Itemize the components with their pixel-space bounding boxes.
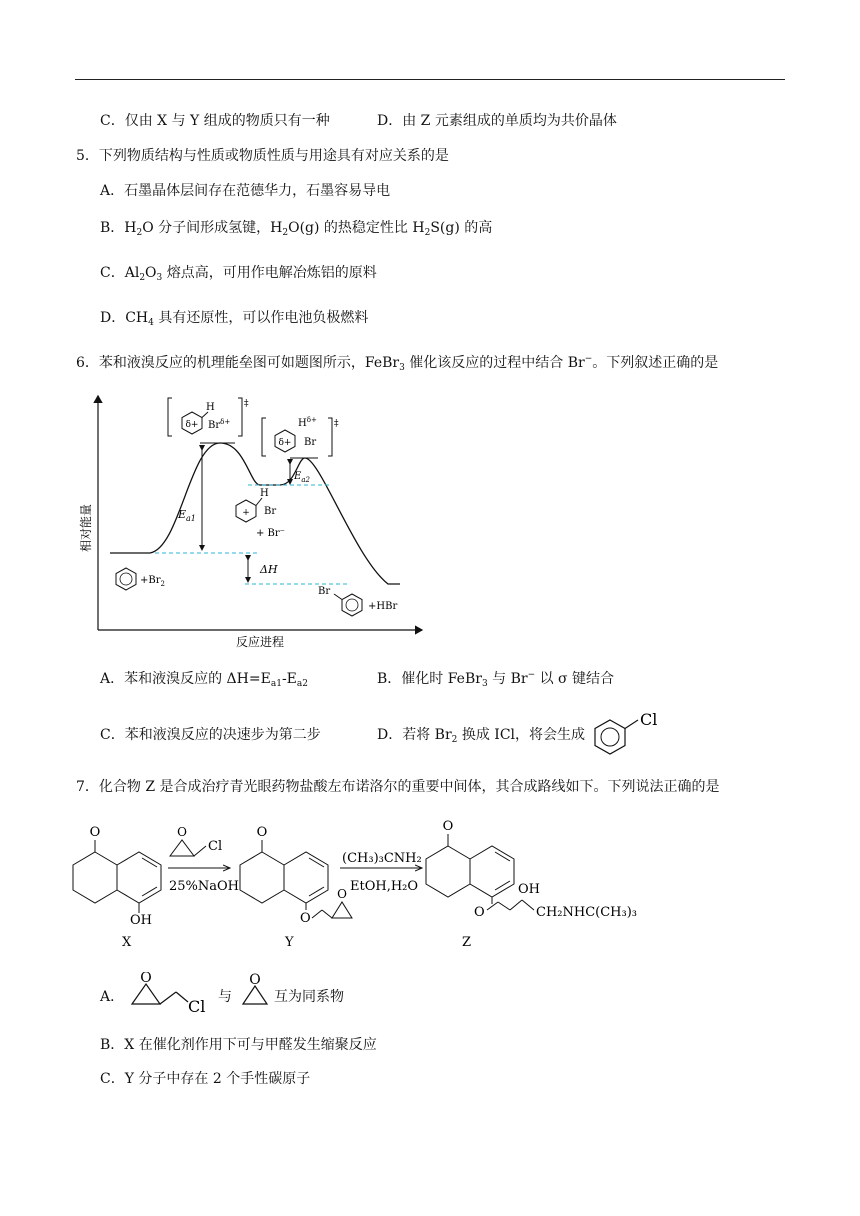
svg-text:OH: OH xyxy=(130,913,152,928)
svg-text:Y: Y xyxy=(285,935,294,950)
chlorobenzene-structure xyxy=(590,708,670,756)
dh-label: ΔH xyxy=(260,563,278,576)
synthesis-route xyxy=(70,810,670,955)
svg-text:H: H xyxy=(206,402,215,413)
q7-option-a-label: A． xyxy=(100,989,125,1005)
compound-y xyxy=(240,825,352,950)
svg-text:(CH₃)₃CNH₂: (CH₃)₃CNH₂ xyxy=(342,851,422,866)
q4-option-d: D．由 Z 元素组成的单质均为共价晶体 xyxy=(377,113,617,129)
svg-text:OH: OH xyxy=(518,882,540,897)
ts1-structure xyxy=(168,398,249,436)
svg-text:Cl: Cl xyxy=(188,997,206,1014)
q7-option-b: B．X 在催化剂作用下可与甲醛发生缩聚反应 xyxy=(100,1037,377,1053)
q6-option-b: B．催化时 FeBr$_3$ 与 Br− 以 σ 键结合 xyxy=(377,670,615,689)
ea2-label: $E_{a2}$ xyxy=(294,471,310,484)
q5-option-d: D．$CH_4$ 具有还原性，可以作电池负极燃料 xyxy=(100,310,369,328)
svg-text:+: + xyxy=(242,508,250,518)
reagent-1 xyxy=(168,825,239,894)
q5-option-b: B．$H_2O$ 分子间形成氢键，$H_2O(g)$ 的热稳定性比 $H_2S(g)$ 的高 xyxy=(100,220,493,238)
svg-text:O: O xyxy=(337,887,347,901)
compound-x xyxy=(73,825,161,950)
compound-z xyxy=(426,819,637,950)
svg-text:‡: ‡ xyxy=(334,419,339,429)
ethylene-oxide-structure xyxy=(240,972,270,1010)
svg-text:‡: ‡ xyxy=(244,399,249,409)
q5-option-c: C．$Al_2O_3$ 熔点高，可用作电解冶炼铝的原料 xyxy=(100,265,377,283)
q5-stem: 5．下列物质结构与性质或物质性质与用途具有对应关系的是 xyxy=(76,148,449,164)
reagent-2 xyxy=(340,851,422,894)
svg-text:EtOH,H₂O: EtOH,H₂O xyxy=(350,879,419,894)
svg-text:+ Br⁻: + Br⁻ xyxy=(256,528,285,539)
q7-option-c: C．Y 分子中存在 2 个手性碳原子 xyxy=(100,1071,311,1087)
svg-text:Cl: Cl xyxy=(208,839,223,854)
q6-option-a: A．苯和液溴反应的 $\Delta H=E_{a1}-E_{a2}$ xyxy=(100,671,308,689)
intermediate-structure xyxy=(236,488,285,539)
svg-text:Brδ+: $Br^{\delta+}$ xyxy=(208,418,231,431)
q4-option-c: C．仅由 X 与 Y 组成的物质只有一种 xyxy=(100,113,330,129)
q5-option-a: A．石墨晶体层间存在范德华力，石墨容易导电 xyxy=(100,183,391,199)
header-rule xyxy=(75,79,785,80)
svg-text:O: O xyxy=(300,911,311,926)
q7-option-a-end: 互为同系物 xyxy=(274,989,344,1005)
svg-text:O: O xyxy=(249,972,261,988)
svg-text:Hδ+: $H^{\delta+}$ xyxy=(298,416,317,429)
svg-text:25%NaOH: 25%NaOH xyxy=(169,879,240,894)
reactant-structure xyxy=(116,568,165,590)
svg-text:Br: Br xyxy=(318,586,331,597)
svg-text:Cl: Cl xyxy=(640,710,658,729)
q6-stem: 6．苯和液溴反应的机理能垒图可如题图所示，FeBr$_3$ 催化该反应的过程中结合 Br−。下列叙述正确的是 xyxy=(76,354,719,373)
y-axis-label: 相对能量 xyxy=(79,503,93,553)
epichlorohydrin-structure xyxy=(128,972,210,1014)
q7-stem: 7．化合物 Z 是合成治疗青光眼药物盐酸左布诺洛尔的重要中间体，其合成路线如下。下列说法正确的是 xyxy=(76,779,720,795)
svg-text:X: X xyxy=(122,935,132,950)
svg-text:O: O xyxy=(256,825,268,840)
q6-option-d: D．若将 $Br_2$ 换成 ICl，将会生成 xyxy=(377,727,586,745)
svg-text:O: O xyxy=(442,819,454,834)
svg-text:O: O xyxy=(474,905,485,920)
ts2-structure xyxy=(262,416,339,456)
q6-option-c: C．苯和液溴反应的决速步为第二步 xyxy=(100,727,321,743)
q7-option-a-with: 与 xyxy=(218,989,232,1005)
svg-text:CH₂NHC(CH₃)₃: CH₂NHC(CH₃)₃ xyxy=(536,905,638,920)
svg-text:O: O xyxy=(140,972,152,986)
svg-text:O: O xyxy=(177,825,187,839)
svg-text:Br: Br xyxy=(304,437,317,448)
product-structure xyxy=(318,586,397,616)
svg-text:+Br2: $+Br_2$ xyxy=(140,575,165,588)
svg-text:+HBr: +HBr xyxy=(368,601,398,612)
x-axis-label: 反应进程 xyxy=(235,635,285,649)
energy-diagram xyxy=(70,388,440,653)
energy-curve xyxy=(110,443,400,584)
svg-text:O: O xyxy=(89,825,101,840)
svg-text:H: H xyxy=(260,488,269,499)
svg-text:δ+: δ+ xyxy=(278,438,292,448)
svg-text:Z: Z xyxy=(462,935,472,950)
svg-text:Br: Br xyxy=(264,506,277,517)
ea1-label: $E_{a1}$ xyxy=(178,508,196,523)
svg-text:δ+: δ+ xyxy=(185,420,199,430)
